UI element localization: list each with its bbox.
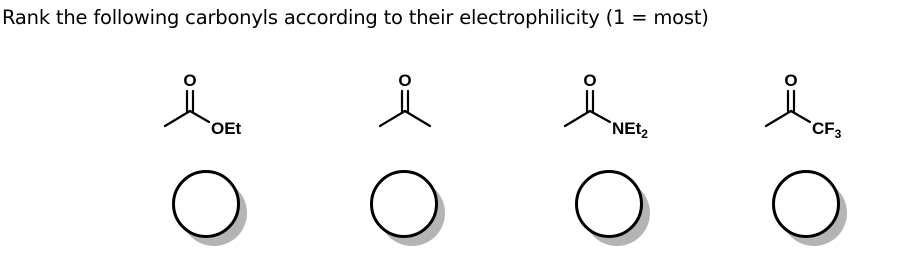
question-text: Rank the following carbonyls according to their electrophilicity (1 = most) [2,6,709,29]
rank-input-ring[interactable] [172,170,240,238]
methyl-bond [380,111,405,126]
molecule-diethylacetamide [555,62,685,142]
rank-input-ring[interactable] [772,170,840,238]
substituent-bond [791,111,810,122]
substituent-bond [590,111,610,122]
molecule-trifluoroacetone [755,62,885,142]
substituent-label: $CF_3$ [812,119,842,141]
methyl-bond [565,111,590,126]
methyl-bond [405,111,430,126]
oxygen-label: O [784,71,798,90]
rank-input-ring[interactable] [575,170,643,238]
molecule-ethyl-acetate [155,62,275,142]
substituent-label: OEt [211,119,242,138]
substituent-label: NEt$_2$ [612,119,648,141]
rank-answer-trifluoroacetone[interactable] [772,170,842,240]
oxygen-label: O [583,71,597,90]
oxygen-label: O [398,71,412,90]
rank-answer-diethylacetamide[interactable] [575,170,645,240]
substituent-bond [190,111,209,122]
methyl-bond [165,111,190,126]
molecule-acetone [368,62,458,142]
oxygen-label: O [183,71,197,90]
methyl-bond [766,111,791,126]
rank-answer-ethyl-acetate[interactable] [172,170,242,240]
rank-answer-acetone[interactable] [370,170,440,240]
rank-input-ring[interactable] [370,170,438,238]
